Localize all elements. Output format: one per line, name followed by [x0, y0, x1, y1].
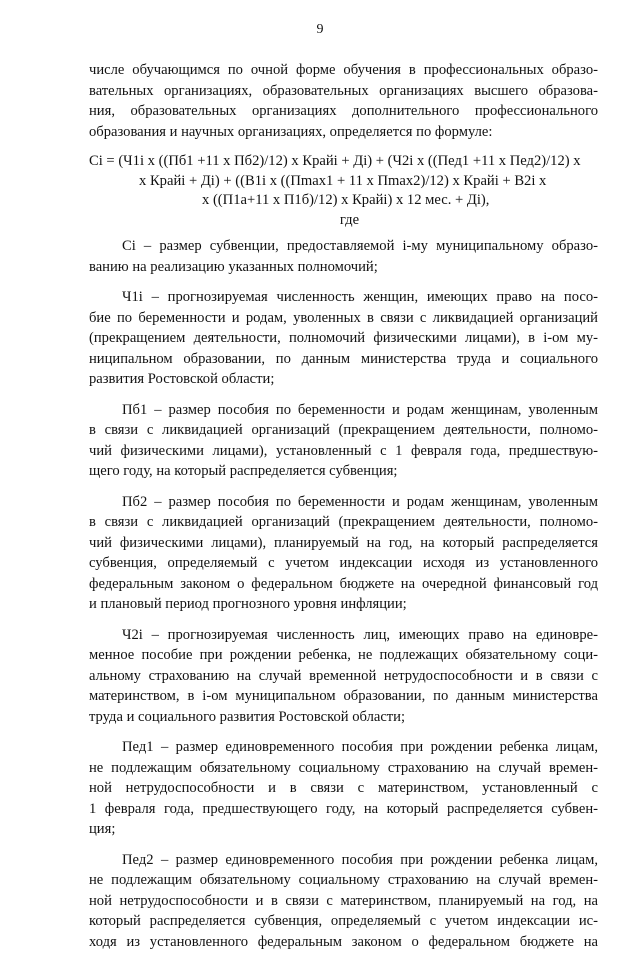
text-line: бие по беременности и родам, уволенных в связи с ликвидацией организаций: [89, 309, 598, 326]
text-line: ция;: [89, 821, 116, 837]
intro-paragraph: [89, 60, 598, 142]
text-line: и плановый период прогнозного уровня инфляции;: [89, 596, 407, 612]
paragraph-pb2: [89, 492, 598, 615]
text-line: субвенция, определяемый с учетом индексации исходя из установленного: [89, 555, 598, 571]
text-line: Пб1 – размер пособия по беременности и родам женщинам, уволенным: [122, 401, 598, 418]
paragraph-pb1: [89, 400, 598, 482]
paragraph-ci: [89, 236, 598, 277]
formula-where: где: [339, 211, 360, 228]
text-line: Пед1 – размер единовременного пособия при рождении ребенка лицам,: [122, 739, 598, 755]
text-line: образования и научных организациях, определяется по формуле:: [89, 123, 493, 140]
text-line: ной нетрудоспособности и в связи с материнством, установленный с: [89, 780, 598, 796]
text-line: не подлежащим обязательному социальному страхованию на случай времен-: [89, 759, 598, 776]
text-line: федеральным законом о федеральном бюджете на очередной финансовый год: [89, 575, 598, 592]
text-line: Ci – размер субвенции, предоставляемой i-му муниципальному образо-: [122, 238, 598, 254]
text-line: чий физическими лицами), планируемый на год, на который распределяется: [89, 534, 598, 551]
text-line: труда и социального развития Ростовской области;: [89, 708, 406, 725]
text-line: ниципальном образовании, по данным министерства труда и социального: [89, 350, 598, 367]
text-line: ной нетрудоспособности и в связи с материнством, планируемый на год, на: [89, 892, 598, 909]
text-line: числе обучающимся по очной форме обучения в профессиональных образо-: [89, 62, 598, 78]
text-line: Ч2i – прогнозируемая численность лиц, имеющих право на единовре-: [122, 626, 598, 643]
text-line: материнством, в i-ом муниципальном образовании, по данным министерства: [89, 688, 598, 704]
formula-line-3: х ((П1а+11 х П1б)/12) х Крайi) х 12 мес. + Дi),: [202, 192, 490, 208]
text-line: который распределяется субвенция, определяемый с учетом индексации ис-: [89, 913, 598, 929]
formula-line-2: х Крайi + Дi) + ((В1i х ((Пmax1 + 11 х Пmax2)/12) х Крайi + В2i х: [139, 172, 547, 189]
subvention-formula: [89, 152, 598, 230]
page-number: 9: [316, 22, 324, 37]
text-line: ходя из установленного федеральным законом о федеральном бюджете на: [89, 933, 598, 950]
text-line: 1 февраля года, предшествующего году, на который распределяется субвен-: [89, 800, 598, 817]
text-line: менное пособие при рождении ребенка, не подлежащих обязательному соци-: [89, 647, 598, 663]
text-line: не подлежащим обязательному социальному страхованию на случай времен-: [89, 872, 598, 888]
text-line: в связи с ликвидацией организаций (прекращением деятельности, полномо-: [89, 514, 598, 530]
text-line: вательных организациях, образовательных организациях высшего образова-: [89, 82, 598, 99]
text-line: Пб2 – размер пособия по беременности и родам женщинам, уволенным: [122, 493, 598, 510]
document-body: [89, 60, 598, 962]
text-line: Ч1i – прогнозируемая численность женщин, имеющих право на посо-: [122, 289, 598, 305]
paragraph-ch2: [89, 625, 598, 728]
text-line: Пед2 – размер единовременного пособия при рождении ребенка лицам,: [122, 851, 598, 868]
paragraph-ped2: [89, 850, 598, 953]
text-line: (прекращением деятельности, полномочий физическими лицами), в i-ом му-: [89, 330, 598, 346]
text-line: в связи с ликвидацией организаций (прекращением деятельности, полномо-: [89, 422, 598, 438]
text-line: ния, образовательных организациях дополнительного профессионального: [89, 103, 598, 119]
text-line: чий физическими лицами), установленный с 1 февраля года, предшествую-: [89, 442, 598, 459]
formula-line-1: Ci = (Ч1i х ((Пб1 +11 х Пб2)/12) х Крайi + Дi) + (Ч2i х ((Пед1 +11 х Пед2)/12) х: [89, 153, 581, 169]
text-line: альному страхованию на случай временной нетрудоспособности и в связи с: [89, 667, 598, 684]
text-line: щего году, на который распределяется субвенция;: [89, 463, 398, 479]
text-line: развития Ростовской области;: [89, 371, 275, 387]
text-line: ванию на реализацию указанных полномочий;: [89, 258, 378, 275]
paragraph-ped1: [89, 737, 598, 840]
paragraph-ch1: [89, 287, 598, 390]
